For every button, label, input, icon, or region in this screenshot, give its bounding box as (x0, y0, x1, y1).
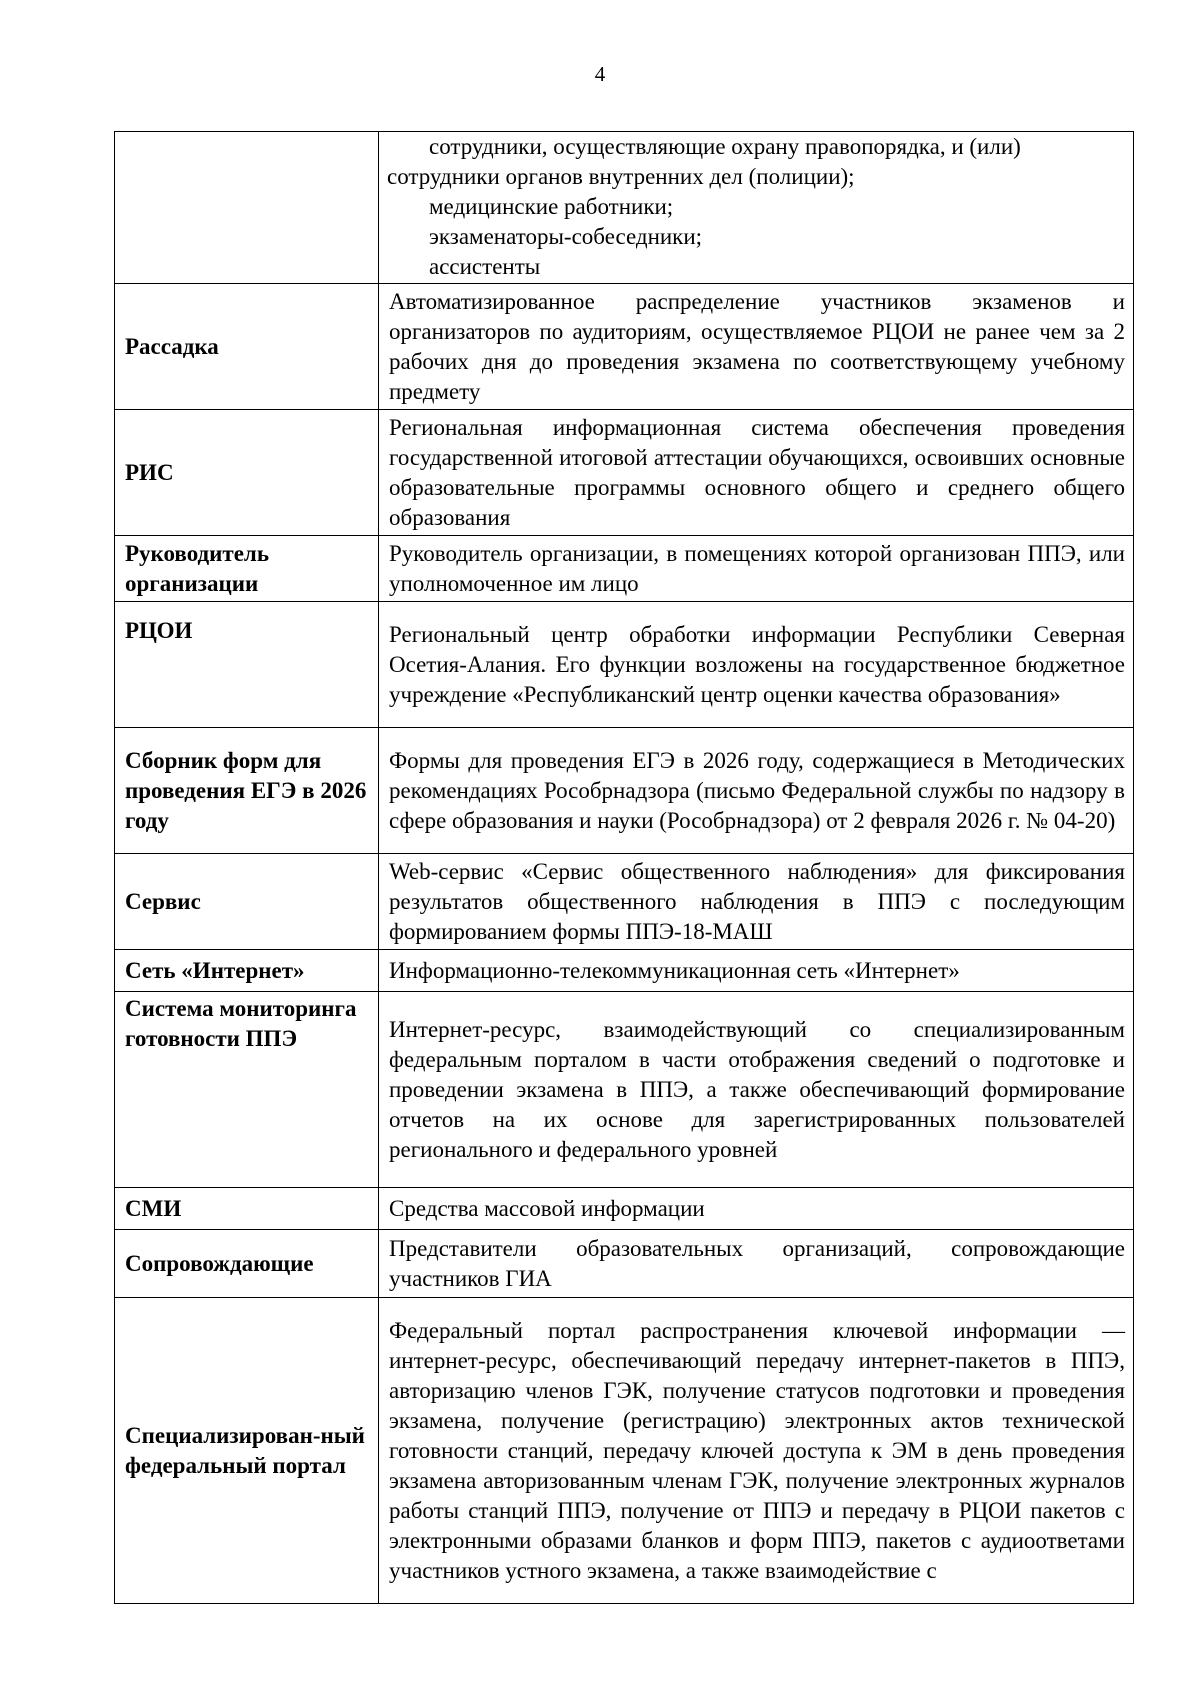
definition-cell: Интернет-ресурс, взаимодействующий со специализированным федеральным порталом в части отображения сведений о подготовке и проведении экзамена в ППЭ, а также обеспечивающий формирование отчетов на их основе для зарегистрированных пользователей регионального и федерального уровней (379, 992, 1134, 1188)
definition-line: ассистенты (429, 254, 541, 279)
definition-cell: Web-сервис «Сервис общественного наблюдения» для фиксирования результатов общественного наблюдения в ППЭ с последующим формированием формы ППЭ-18-МАШ (379, 854, 1134, 950)
term-cell: Система мониторинга готовности ППЭ (115, 992, 379, 1188)
table-row (115, 1230, 1134, 1298)
table-row (115, 536, 1134, 602)
definition-line: медицинские работники; (429, 194, 674, 219)
term-cell: Сопровождающие (115, 1230, 379, 1298)
definition-cell: Федеральный портал распространения ключевой информации — интернет-ресурс, обеспечивающий передачу интернет-пакетов в ППЭ, авторизацию членов ГЭК, получение статусов подготовки и проведения экзамена, получение (регистрацию) электронных актов технической готовности станций, передачу ключей доступа к ЭМ в день проведения экзамена авторизованным членам ГЭК, получение электронных журналов работы станций ППЭ, получение от ППЭ и передачу в РЦОИ пакетов с электронными образами бланков и форм ППЭ, пакетов с аудиоответами участников устного экзамена, а также взаимодействие с (379, 1298, 1134, 1604)
definition-line: экзаменаторы-собеседники; (429, 224, 703, 249)
definition-cell (379, 132, 1134, 284)
term-cell: СМИ (115, 1188, 379, 1230)
table-row (115, 602, 1134, 728)
term-cell: Руководитель организации (115, 536, 379, 602)
table-row (115, 854, 1134, 950)
definition-cell: Информационно-телекоммуникационная сеть «Интернет» (379, 950, 1134, 992)
term-cell: РИС (115, 410, 379, 536)
definition-cell: Формы для проведения ЕГЭ в 2026 году, содержащиеся в Методических рекомендациях Рособрнадзора (письмо Федеральной службы по надзору в сфере образования и науки (Рособрнадзора) от 2 февраля 2026 г. № 04-20) (379, 728, 1134, 854)
definition-line: сотрудники, осуществляющие охрану правопорядка, и (или) (429, 134, 1021, 159)
term-cell (115, 132, 379, 284)
definition-cell: Региональная информационная система обеспечения проведения государственной итоговой аттестации обучающихся, освоивших основные образовательные программы основного общего и среднего общего образования (379, 410, 1134, 536)
table-row (115, 1298, 1134, 1604)
term-cell: РЦОИ (115, 602, 379, 728)
table-row (115, 950, 1134, 992)
page-number: 4 (594, 62, 606, 86)
table-row (115, 284, 1134, 410)
table-row (115, 728, 1134, 854)
terms-table (114, 131, 1134, 1604)
definition-cell: Автоматизированное распределение участников экзаменов и организаторов по аудиториям, осуществляемое РЦОИ не ранее чем за 2 рабочих дня до проведения экзамена по соответствующему учебному предмету (379, 284, 1134, 410)
definition-cell: Руководитель организации, в помещениях которой организован ППЭ, или уполномоченное им лицо (379, 536, 1134, 602)
table-row (115, 992, 1134, 1188)
table-row (115, 132, 1134, 284)
definition-cell: Средства массовой информации (379, 1188, 1134, 1230)
term-cell: Сборник форм для проведения ЕГЭ в 2026 году (115, 728, 379, 854)
table-row (115, 1188, 1134, 1230)
definition-cell: Региональный центр обработки информации Республики Северная Осетия-Алания. Его функции возложены на государственное бюджетное учреждение «Республиканский центр оценки качества образования» (379, 602, 1134, 728)
definition-line: сотрудники органов внутренних дел (полиции); (387, 164, 855, 189)
term-cell: Сеть «Интернет» (115, 950, 379, 992)
term-cell: Сервис (115, 854, 379, 950)
term-cell: Специализирован-ный федеральный портал (115, 1298, 379, 1604)
term-cell: Рассадка (115, 284, 379, 410)
table-row (115, 410, 1134, 536)
definition-cell: Представители образовательных организаций, сопровождающие участников ГИА (379, 1230, 1134, 1298)
